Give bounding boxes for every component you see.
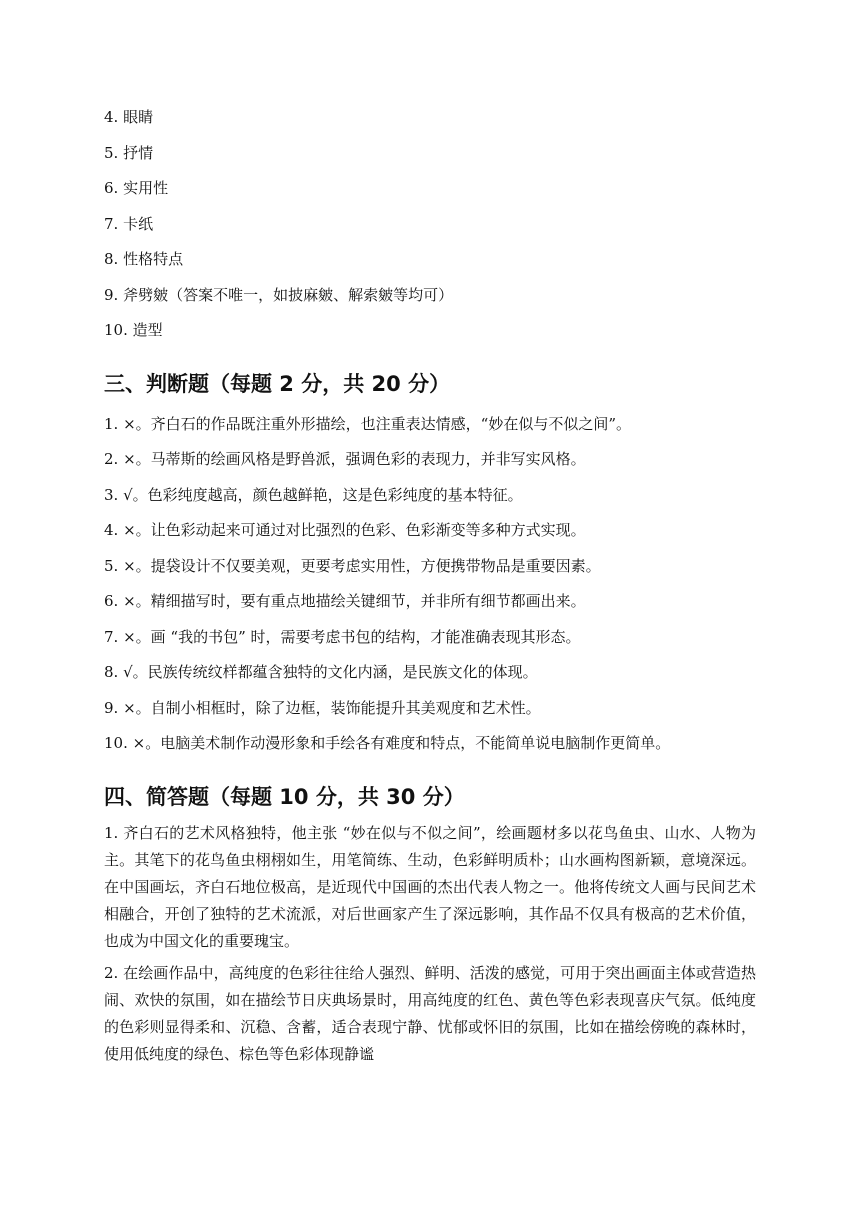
short-answer-paragraph: 1. 齐白石的艺术风格独特，他主张 “妙在似与不似之间”，绘画题材多以花鸟鱼虫、山水、人物为主。其笔下的花鸟鱼虫栩栩如生，用笔简练、生动，色彩鲜明质朴；山水画构图新颖，意境深远。在中国画坛，齐白石地位极高，是近现代中国画的杰出代表人物之一。他将传统文人画与民间艺术相融合，开创了独特的艺术流派，对后世画家产生了深远影响，其作品不仅具有极高的艺术价值，也成为中国文化的重要瑰宝。	[104, 823, 756, 950]
fill-answer-item: 6. 实用性	[104, 179, 169, 197]
section-heading-short-answer: 四、简答题（每题 10 分，共 30 分）	[104, 784, 465, 809]
judgment-answer-item: 8. √。民族传统纹样都蕴含独特的文化内涵，是民族文化的体现。	[104, 663, 538, 681]
fill-answer-item: 5. 抒情	[104, 143, 154, 162]
fill-answer-item: 8. 性格特点	[104, 250, 184, 268]
judgment-answer-item: 9. ×。自制小相框时，除了边框，装饰能提升其美观度和艺术性。	[104, 698, 541, 717]
document-page	[104, 100, 756, 1073]
judgment-answer-item: 5. ×。提袋设计不仅要美观，更要考虑实用性，方便携带物品是重要因素。	[104, 556, 601, 575]
judgment-answer-item: 6. ×。精细描写时，要有重点地描绘关键细节，并非所有细节都画出来。	[104, 592, 586, 610]
judgment-answer-item: 4. ×。让色彩动起来可通过对比强烈的色彩、色彩渐变等多种方式实现。	[104, 521, 586, 539]
section-heading-judgment: 三、判断题（每题 2 分，共 20 分）	[104, 371, 451, 396]
fill-answers-list	[104, 100, 756, 349]
judgment-answers-list	[104, 407, 756, 762]
judgment-answer-item: 2. ×。马蒂斯的绘画风格是野兽派，强调色彩的表现力，并非写实风格。	[104, 450, 586, 468]
short-answer-paragraph: 2. 在绘画作品中，高纯度的色彩往往给人强烈、鲜明、活泼的感觉，可用于突出画面主体或营造热闹、欢快的氛围，如在描绘节日庆典场景时，用高纯度的红色、黄色等色彩表现喜庆气氛。低纯度的色彩则显得柔和、沉稳、含蓄，适合表现宁静、忧郁或怀旧的氛围，比如在描绘傍晚的森林时，使用低纯度的绿色、棕色等色彩体现静谧	[104, 963, 756, 1063]
fill-answer-item: 9. 斧劈皴（答案不唯一，如披麻皴、解索皴等均可）	[104, 285, 454, 304]
judgment-answer-item: 10. ×。电脑美术制作动漫形象和手绘各有难度和特点，不能简单说电脑制作更简单。	[104, 734, 671, 752]
fill-answer-item: 7. 卡纸	[104, 214, 154, 233]
judgment-answer-item: 7. ×。画 “我的书包” 时，需要考虑书包的结构，才能准确表现其形态。	[104, 627, 581, 646]
judgment-answer-item: 3. √。色彩纯度越高，颜色越鲜艳，这是色彩纯度的基本特征。	[104, 485, 523, 504]
fill-answer-item: 4. 眼睛	[104, 108, 154, 126]
short-answer-list	[104, 820, 756, 1068]
fill-answer-item: 10. 造型	[104, 321, 163, 339]
judgment-answer-item: 1. ×。齐白石的作品既注重外形描绘，也注重表达情感，“妙在似与不似之间”。	[104, 414, 631, 433]
